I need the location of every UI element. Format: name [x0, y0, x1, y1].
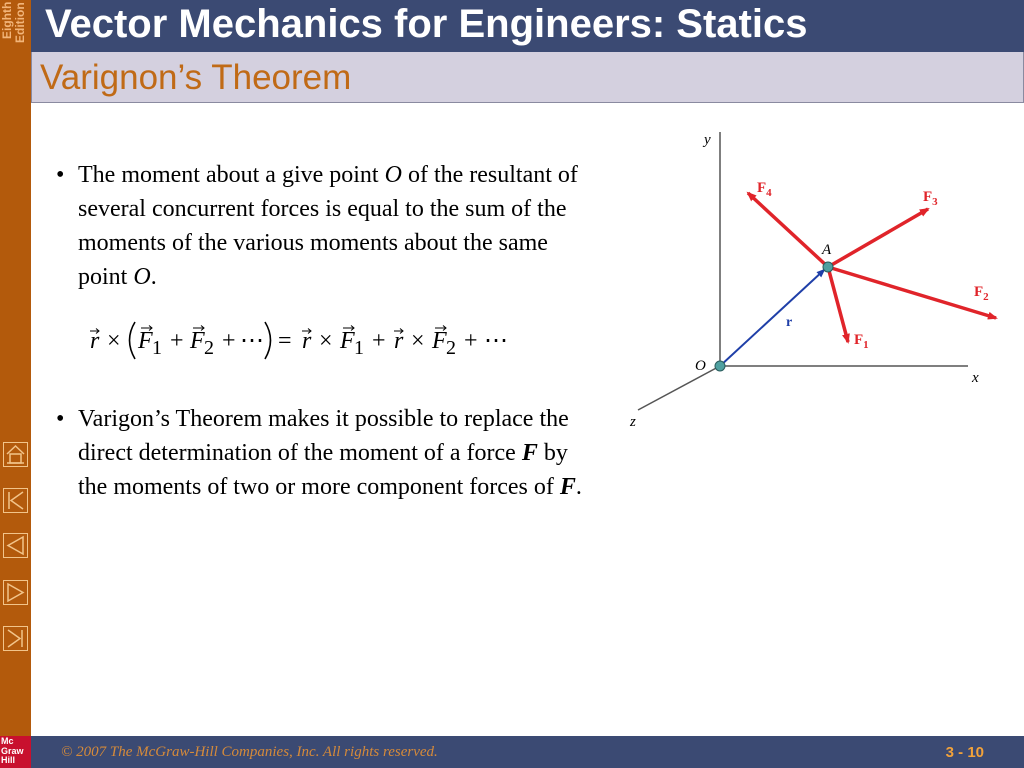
equals-sign: = [278, 328, 292, 354]
last-slide-icon [4, 627, 27, 650]
first-slide-button[interactable] [3, 488, 28, 513]
vector-r-label: r [786, 315, 793, 330]
close-paren [265, 322, 271, 359]
text-run: . [575, 474, 582, 500]
ellipsis: ⋯ [484, 328, 508, 354]
text-run: of the resultant of several concurrent forces is equal to the sum of the moments of the various moments about the same point [78, 162, 578, 290]
mcgraw-hill-logo [0, 736, 31, 768]
concurrent-forces-diagram [618, 120, 1018, 440]
vector-f1 [339, 326, 364, 360]
point-a-label: A [822, 242, 832, 258]
x-axis-label: x [972, 370, 979, 386]
svg-text:r: r [302, 328, 312, 354]
vector-r [394, 328, 404, 354]
bullet-dot: • [56, 406, 65, 432]
first-slide-icon [4, 489, 27, 512]
force-f1-arrow [828, 267, 848, 342]
force-f2-arrow [828, 267, 996, 318]
logo-text: Mc Graw Hill [1, 736, 24, 765]
header-bar [31, 0, 1024, 52]
vector-r [302, 328, 312, 354]
plus-sign: + [372, 328, 386, 354]
vector-f2 [431, 326, 456, 360]
origin-label: O [695, 358, 706, 374]
course-title: Vector Mechanics for Engineers: Statics [45, 2, 808, 46]
text-run: The moment about a give point [78, 162, 385, 188]
svg-text:1: 1 [354, 337, 364, 359]
svg-text:1: 1 [152, 337, 162, 359]
bullet-moment-statement [56, 158, 601, 294]
edition-label [1, 2, 31, 66]
svg-text:F: F [138, 328, 153, 354]
svg-text:F: F [190, 328, 205, 354]
page-number: 3 - 10 [945, 744, 984, 761]
bullet-text [78, 402, 603, 504]
f3-label: $F_3$ [923, 189, 938, 208]
force-f-bold-italic: F [559, 474, 576, 500]
text-run: by the moments of two or more component forces of [78, 440, 568, 500]
last-slide-button[interactable] [3, 626, 28, 651]
plus-sign: + [222, 328, 236, 354]
edition-text: Eighth Edition [0, 2, 27, 43]
point-o-italic: O [384, 162, 402, 188]
home-button[interactable] [3, 442, 28, 467]
next-slide-button[interactable] [3, 580, 28, 605]
vector-f2 [189, 326, 214, 360]
forces-svg [618, 120, 1018, 440]
z-axis [638, 366, 720, 410]
slide-title: Varignon’s Theorem [40, 58, 352, 97]
svg-text:r: r [90, 328, 100, 354]
force-f4-arrow [748, 193, 828, 267]
plus-sign: + [464, 328, 478, 354]
previous-slide-button[interactable] [3, 533, 28, 558]
svg-text:F: F [340, 328, 355, 354]
position-vector-r [720, 270, 824, 366]
equation-svg [88, 318, 528, 364]
varignon-equation [88, 318, 528, 358]
svg-text:2: 2 [204, 337, 214, 359]
ellipsis: ⋯ [240, 328, 264, 354]
plus-sign: + [170, 328, 184, 354]
svg-text:r: r [394, 328, 404, 354]
bullet-dot: • [56, 162, 65, 188]
bullet-varignon-usage [56, 402, 601, 538]
next-slide-icon [4, 581, 27, 604]
left-sidebar [0, 0, 31, 768]
f2-label: $F_2$ [974, 284, 989, 303]
force-f-bold-italic: F [521, 440, 538, 466]
open-paren [130, 322, 136, 359]
home-icon [4, 443, 27, 466]
z-axis-label: z [630, 414, 636, 430]
vector-r [90, 328, 100, 354]
f1-label: $F_1$ [854, 332, 869, 351]
text-run: Varigon’s Theorem makes it possible to replace the direct determination of the moment of a force [78, 406, 569, 466]
y-axis-label: y [704, 132, 711, 148]
f4-label: $F_4$ [757, 180, 772, 199]
vector-f1 [137, 326, 162, 360]
times-sign: × [411, 328, 425, 354]
footer-bar [31, 736, 1024, 768]
origin-point [715, 361, 725, 371]
point-a [823, 262, 833, 272]
subtitle-bar [31, 52, 1024, 103]
bullet-text [78, 158, 603, 294]
times-sign: × [107, 328, 121, 354]
force-f3-arrow [828, 209, 928, 267]
text-run: . [150, 264, 157, 290]
svg-text:2: 2 [446, 337, 456, 359]
previous-slide-icon [4, 534, 27, 557]
point-o-italic: O [133, 264, 151, 290]
svg-text:F: F [432, 328, 447, 354]
times-sign: × [319, 328, 333, 354]
copyright-text: © 2007 The McGraw-Hill Companies, Inc. All rights reserved. [61, 744, 438, 760]
